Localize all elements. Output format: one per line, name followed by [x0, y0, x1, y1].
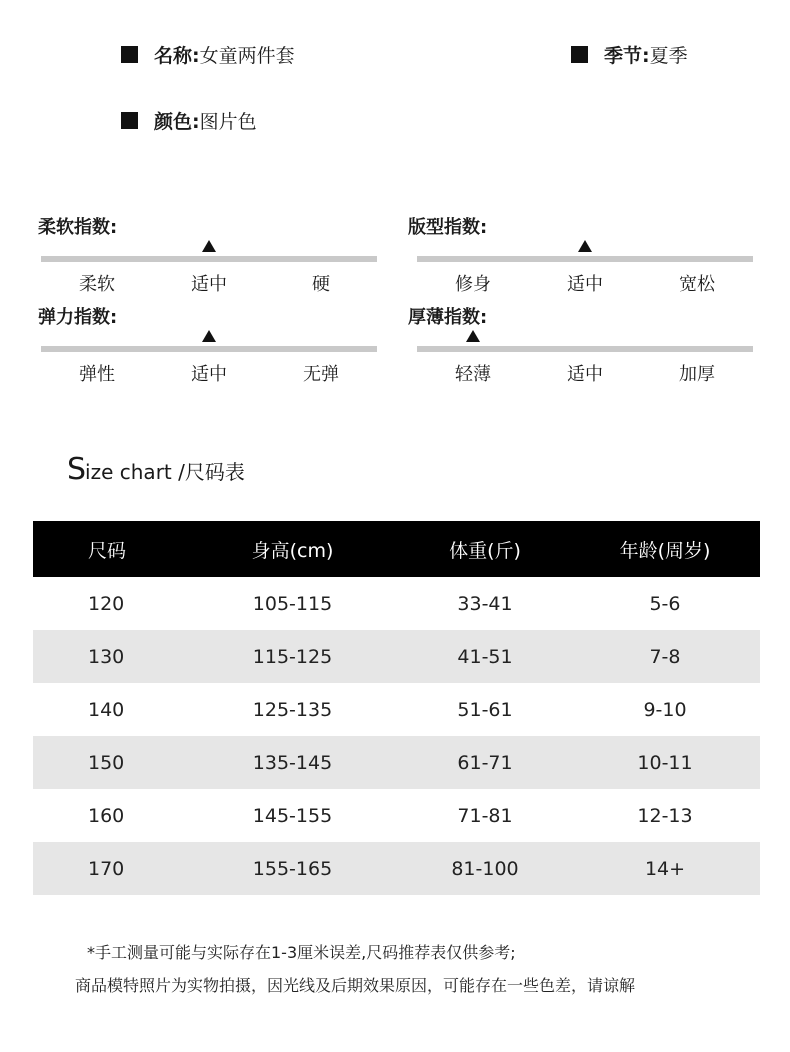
cell-size: 150 — [33, 736, 185, 789]
cell-size: 170 — [33, 842, 185, 895]
cell-age: 14+ — [570, 842, 760, 895]
fit-index-scale — [417, 226, 753, 295]
product-name-row — [121, 41, 295, 68]
product-color-row — [121, 107, 257, 134]
cell-weight: 81-100 — [400, 842, 570, 895]
thickness-scale-label: 加厚 — [679, 364, 715, 385]
fit-scale-label: 修身 — [455, 274, 491, 295]
thickness-scale-bar — [417, 346, 753, 352]
table-row — [33, 577, 760, 630]
cell-height: 145-155 — [252, 804, 333, 827]
product-season-row — [571, 41, 688, 68]
thickness-index-title: 厚薄指数: — [408, 307, 488, 328]
cell-age: 9-10 — [643, 698, 687, 721]
triangle-marker-icon — [578, 240, 592, 252]
triangle-marker-icon — [202, 330, 216, 342]
product-name-value: 女童两件套 — [199, 45, 295, 67]
softness-index-title: 柔软指数: — [38, 217, 118, 238]
bullet-square-icon — [121, 112, 138, 129]
softness-scale-label: 硬 — [312, 274, 330, 295]
cell-age: 12-13 — [637, 804, 693, 827]
header-age: 年龄(周岁) — [570, 521, 760, 577]
product-color-value: 图片色 — [199, 111, 257, 133]
triangle-marker-icon — [202, 240, 216, 252]
cell-size: 160 — [88, 804, 125, 827]
cell-size: 140 — [88, 698, 125, 721]
softness-scale-label: 适中 — [191, 274, 227, 295]
elasticity-index-title: 弹力指数: — [38, 307, 118, 328]
bullet-square-icon — [571, 46, 588, 63]
cell-weight: 41-51 — [400, 630, 570, 683]
elasticity-scale-bar — [41, 346, 377, 352]
cell-height: 105-115 — [252, 592, 333, 615]
table-row — [33, 736, 760, 789]
cell-height: 115-125 — [185, 630, 400, 683]
color-disclaimer-note: 商品模特照片为实物拍摄，因光线及后期效果原因，可能存在一些色差，请谅解 — [75, 976, 636, 995]
size-table — [33, 521, 760, 895]
size-chart-title-english: ize chart — [85, 460, 172, 484]
cell-weight: 33-41 — [457, 592, 513, 615]
size-table-header — [33, 521, 760, 577]
cell-age: 5-6 — [649, 592, 681, 615]
product-season-value: 夏季 — [649, 45, 688, 67]
table-row — [33, 842, 760, 895]
cell-height: 125-135 — [252, 698, 333, 721]
product-season-label: 季节: — [604, 45, 650, 67]
header-size: 尺码 — [33, 521, 185, 577]
cell-size: 120 — [88, 592, 125, 615]
size-chart-title — [67, 452, 245, 487]
product-color-label: 颜色: — [154, 111, 200, 133]
fit-scale-bar — [417, 256, 753, 262]
measurement-note: *手工测量可能与实际存在1-3厘米误差,尺码推荐表仅供参考; — [87, 943, 516, 962]
size-chart-title-initial: S — [67, 452, 86, 487]
header-weight: 体重(斤) — [400, 521, 570, 577]
bullet-square-icon — [121, 46, 138, 63]
cell-weight: 51-61 — [457, 698, 513, 721]
elasticity-scale-label: 弹性 — [79, 364, 115, 385]
size-chart-title-chinese: /尺码表 — [171, 460, 245, 484]
triangle-marker-icon — [466, 330, 480, 342]
elasticity-scale-label: 无弹 — [303, 364, 339, 385]
table-row — [33, 789, 760, 842]
elasticity-index-scale — [41, 316, 377, 385]
softness-index-scale — [41, 226, 377, 295]
thickness-scale-label: 轻薄 — [455, 364, 491, 385]
thickness-index-scale — [417, 316, 753, 385]
softness-scale-bar — [41, 256, 377, 262]
fit-scale-label: 宽松 — [679, 274, 715, 295]
elasticity-scale-label: 适中 — [191, 364, 227, 385]
thickness-scale-label: 适中 — [567, 364, 603, 385]
softness-scale-label: 柔软 — [79, 274, 115, 295]
cell-size: 130 — [33, 630, 185, 683]
cell-weight: 61-71 — [400, 736, 570, 789]
table-row — [33, 630, 760, 683]
fit-index-title: 版型指数: — [408, 217, 488, 238]
cell-age: 10-11 — [570, 736, 760, 789]
cell-age: 7-8 — [570, 630, 760, 683]
cell-height: 155-165 — [185, 842, 400, 895]
fit-scale-label: 适中 — [567, 274, 603, 295]
header-height: 身高(cm) — [185, 521, 400, 577]
cell-height: 135-145 — [185, 736, 400, 789]
cell-weight: 71-81 — [457, 804, 513, 827]
product-name-label: 名称: — [154, 45, 200, 67]
table-row — [33, 683, 760, 736]
